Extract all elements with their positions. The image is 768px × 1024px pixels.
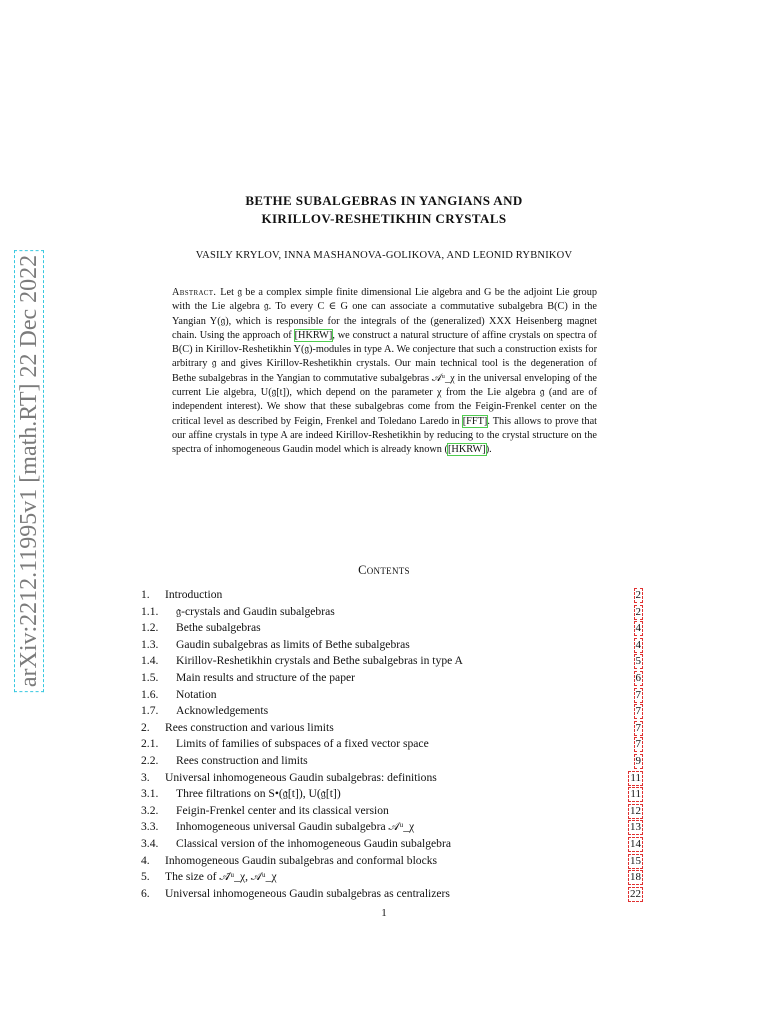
toc-entry-page-link[interactable]: 12 bbox=[630, 804, 641, 817]
toc-entry-page-link[interactable]: 11 bbox=[630, 788, 641, 801]
toc-entry-title[interactable]: Inhomogeneous universal Gaudin subalgebra 𝒜ᵘ_χ bbox=[176, 820, 415, 834]
toc-entry-page-link[interactable]: 7 bbox=[635, 688, 641, 701]
toc-entry-number: 2.1. bbox=[141, 737, 159, 751]
abstract bbox=[172, 286, 597, 458]
toc-entry-page-link[interactable]: 2 bbox=[635, 605, 641, 618]
toc-entry-number: 1.4. bbox=[141, 654, 159, 668]
toc-entry-number: 1.5. bbox=[141, 670, 159, 684]
toc-entry-number: 1.3. bbox=[141, 637, 159, 651]
toc-entry-number: 3.4. bbox=[141, 836, 159, 850]
toc-entry[interactable] bbox=[141, 670, 642, 687]
toc-entry[interactable] bbox=[141, 853, 642, 870]
toc-entry-title[interactable]: Kirillov-Reshetikhin crystals and Bethe subalgebras in type A bbox=[176, 654, 463, 668]
toc-entry-number: 3.3. bbox=[141, 820, 159, 834]
abstract-text-part-1: Let 𝔤 be a complex simple finite dimensional Lie algebra and G be the adjoint Lie group with the Lie algebra 𝔤. To every C ∈ G one can associate a commutative subalgebra B(C) in the Yangian Y(𝔤), which is responsible for the integrals of the (generalized) XXX Heisenberg magnet chain. Using the approach of bbox=[172, 287, 597, 341]
toc-entry[interactable] bbox=[141, 770, 642, 787]
toc-entry[interactable] bbox=[141, 637, 642, 654]
toc-entry-number: 3. bbox=[141, 770, 150, 784]
toc-entry-page-link[interactable]: 5 bbox=[635, 655, 641, 668]
toc-entry-title[interactable]: Classical version of the inhomogeneous Gaudin subalgebra bbox=[176, 836, 451, 850]
toc-entry-title[interactable]: Rees construction and limits bbox=[176, 753, 308, 767]
authors: VASILY KRYLOV, INNA MASHANOVA-GOLIKOVA, AND LEONID RYBNIKOV bbox=[195, 250, 573, 261]
toc-entry-number: 1.6. bbox=[141, 687, 159, 701]
toc-entry-title[interactable]: Notation bbox=[176, 687, 217, 701]
arxiv-identifier-stamp[interactable] bbox=[14, 230, 44, 712]
toc-entry[interactable] bbox=[141, 869, 642, 886]
toc-entry-number: 3.1. bbox=[141, 787, 159, 801]
toc-entry[interactable] bbox=[141, 703, 642, 720]
toc-entry[interactable] bbox=[141, 753, 642, 770]
paper-title-line-2: KIRILLOV-RESHETIKHIN CRYSTALS bbox=[261, 211, 507, 226]
toc-entry-title[interactable]: Introduction bbox=[165, 588, 223, 601]
toc-entry-title[interactable]: Gaudin subalgebras as limits of Bethe subalgebras bbox=[176, 637, 410, 651]
toc-entry-page-link[interactable]: 13 bbox=[630, 821, 641, 834]
toc-entry-title[interactable]: 𝔤-crystals and Gaudin subalgebras bbox=[176, 604, 335, 618]
toc-entry-title[interactable]: Rees construction and various limits bbox=[165, 720, 334, 734]
toc-entry-title[interactable]: Limits of families of subspaces of a fixed vector space bbox=[176, 737, 429, 751]
toc-entry-page-link[interactable]: 7 bbox=[635, 721, 641, 734]
toc-entry-number: 2.2. bbox=[141, 753, 159, 767]
toc-entry[interactable] bbox=[141, 653, 642, 670]
toc-entry-number: 5. bbox=[141, 870, 150, 884]
toc-entry-title[interactable]: Three filtrations on S•(𝔤[t]), U(𝔤[t]) bbox=[176, 787, 341, 801]
page-number: 1 bbox=[381, 907, 387, 919]
toc-entry[interactable] bbox=[141, 620, 642, 637]
toc-entry[interactable] bbox=[141, 720, 642, 737]
toc-entry-number: 1. bbox=[141, 588, 150, 601]
toc-entry-title[interactable]: Inhomogeneous Gaudin subalgebras and conformal blocks bbox=[165, 853, 438, 867]
toc-entry-title[interactable]: Bethe subalgebras bbox=[176, 621, 261, 635]
toc-entry-page-link[interactable]: 9 bbox=[635, 754, 641, 767]
toc-entry-page-link[interactable]: 22 bbox=[630, 887, 641, 900]
toc-entry-page-link[interactable]: 11 bbox=[630, 771, 641, 784]
toc-entry-number: 6. bbox=[141, 886, 150, 900]
toc-entry-title[interactable]: Acknowledgements bbox=[176, 704, 269, 718]
toc-entry-page-link[interactable]: 4 bbox=[635, 638, 641, 651]
toc-entry[interactable] bbox=[141, 604, 642, 621]
toc-entry[interactable] bbox=[141, 687, 642, 704]
toc-entry-page-link[interactable]: 7 bbox=[635, 738, 641, 751]
abstract-label: Abstract. bbox=[172, 287, 217, 298]
toc-entry[interactable] bbox=[141, 786, 642, 803]
toc-entry-page-link[interactable]: 4 bbox=[635, 622, 641, 635]
citation-link-hkrw[interactable]: [HKRW] bbox=[294, 329, 333, 341]
toc-entry[interactable] bbox=[141, 736, 642, 753]
toc-entry-page-link[interactable]: 7 bbox=[635, 705, 641, 718]
abstract-text-part-3: . This allows to prove that our affine crystals in type A are indeed Kirillov-Reshetikhin by reducing to the crystal structure on the spectra of inhomogeneous Gaudin model which is already known ( bbox=[172, 415, 598, 456]
abstract-text-part-2: , we construct a natural structure of affine crystals on spectra of B(C) in Kirillov-Reshetikhin Y(𝔤)-modules in type A. We conjecture that such a construction exists for arbitrary 𝔤 and gives Kirillov-Reshetikhin crystals. Our main technical tool is the degeneration of Bethe subalgebras in the Yangian to commutative subalgebras 𝒜ᵘ_χ in the universal enveloping of the current Lie algebra, U(𝔤[t]), which depend on the parameter χ from the Lie algebra 𝔤 (and are of independent interest). We show that these subalgebras come from the Feigin-Frenkel center on the critical level as described by Feigin, Frenkel and Toledano Laredo in bbox=[172, 329, 597, 427]
citation-link-hkrw-2[interactable]: [HKRW] bbox=[447, 444, 486, 456]
toc-entry-title[interactable]: Feigin-Frenkel center and its classical version bbox=[176, 803, 389, 817]
toc-entry-number: 4. bbox=[141, 853, 150, 867]
toc-entry-number: 3.2. bbox=[141, 803, 159, 817]
toc-entry[interactable] bbox=[141, 819, 642, 836]
toc-entry-title[interactable]: Universal inhomogeneous Gaudin subalgebras: definitions bbox=[165, 770, 437, 784]
toc-entry-number: 2. bbox=[141, 720, 150, 734]
toc-entry[interactable] bbox=[141, 587, 642, 604]
toc-entry-number: 1.1. bbox=[141, 604, 159, 618]
paper-title-line-1: BETHE SUBALGEBRAS IN YANGIANS AND bbox=[245, 193, 523, 208]
toc-entry[interactable] bbox=[141, 803, 642, 820]
table-of-contents bbox=[141, 587, 642, 902]
toc-entry[interactable] bbox=[141, 886, 642, 903]
citation-link-fft[interactable]: [FFT] bbox=[462, 415, 488, 427]
toc-entry[interactable] bbox=[141, 836, 642, 853]
contents-heading: Contents bbox=[358, 563, 410, 577]
arxiv-identifier-text[interactable]: arXiv:2212.11995v1 [math.RT] 22 Dec 2022 bbox=[15, 251, 43, 691]
toc-entry-page-link[interactable]: 2 bbox=[635, 589, 641, 601]
toc-entry-number: 1.7. bbox=[141, 704, 159, 718]
toc-entry-page-link[interactable]: 6 bbox=[635, 671, 641, 684]
toc-entry-page-link[interactable]: 14 bbox=[630, 837, 641, 850]
toc-entry-page-link[interactable]: 15 bbox=[630, 854, 641, 867]
toc-entry-number: 1.2. bbox=[141, 621, 159, 635]
abstract-text-part-4: ). bbox=[485, 444, 492, 456]
toc-entry-title[interactable]: Main results and structure of the paper bbox=[176, 670, 356, 684]
toc-entry-page-link[interactable]: 18 bbox=[630, 871, 641, 884]
toc-entry-title[interactable]: Universal inhomogeneous Gaudin subalgebras as centralizers bbox=[165, 886, 450, 900]
paper-title bbox=[150, 192, 618, 228]
toc-entry-title[interactable]: The size of 𝒜̄ᵘ_χ, 𝒜ᵘ_χ bbox=[165, 870, 277, 884]
